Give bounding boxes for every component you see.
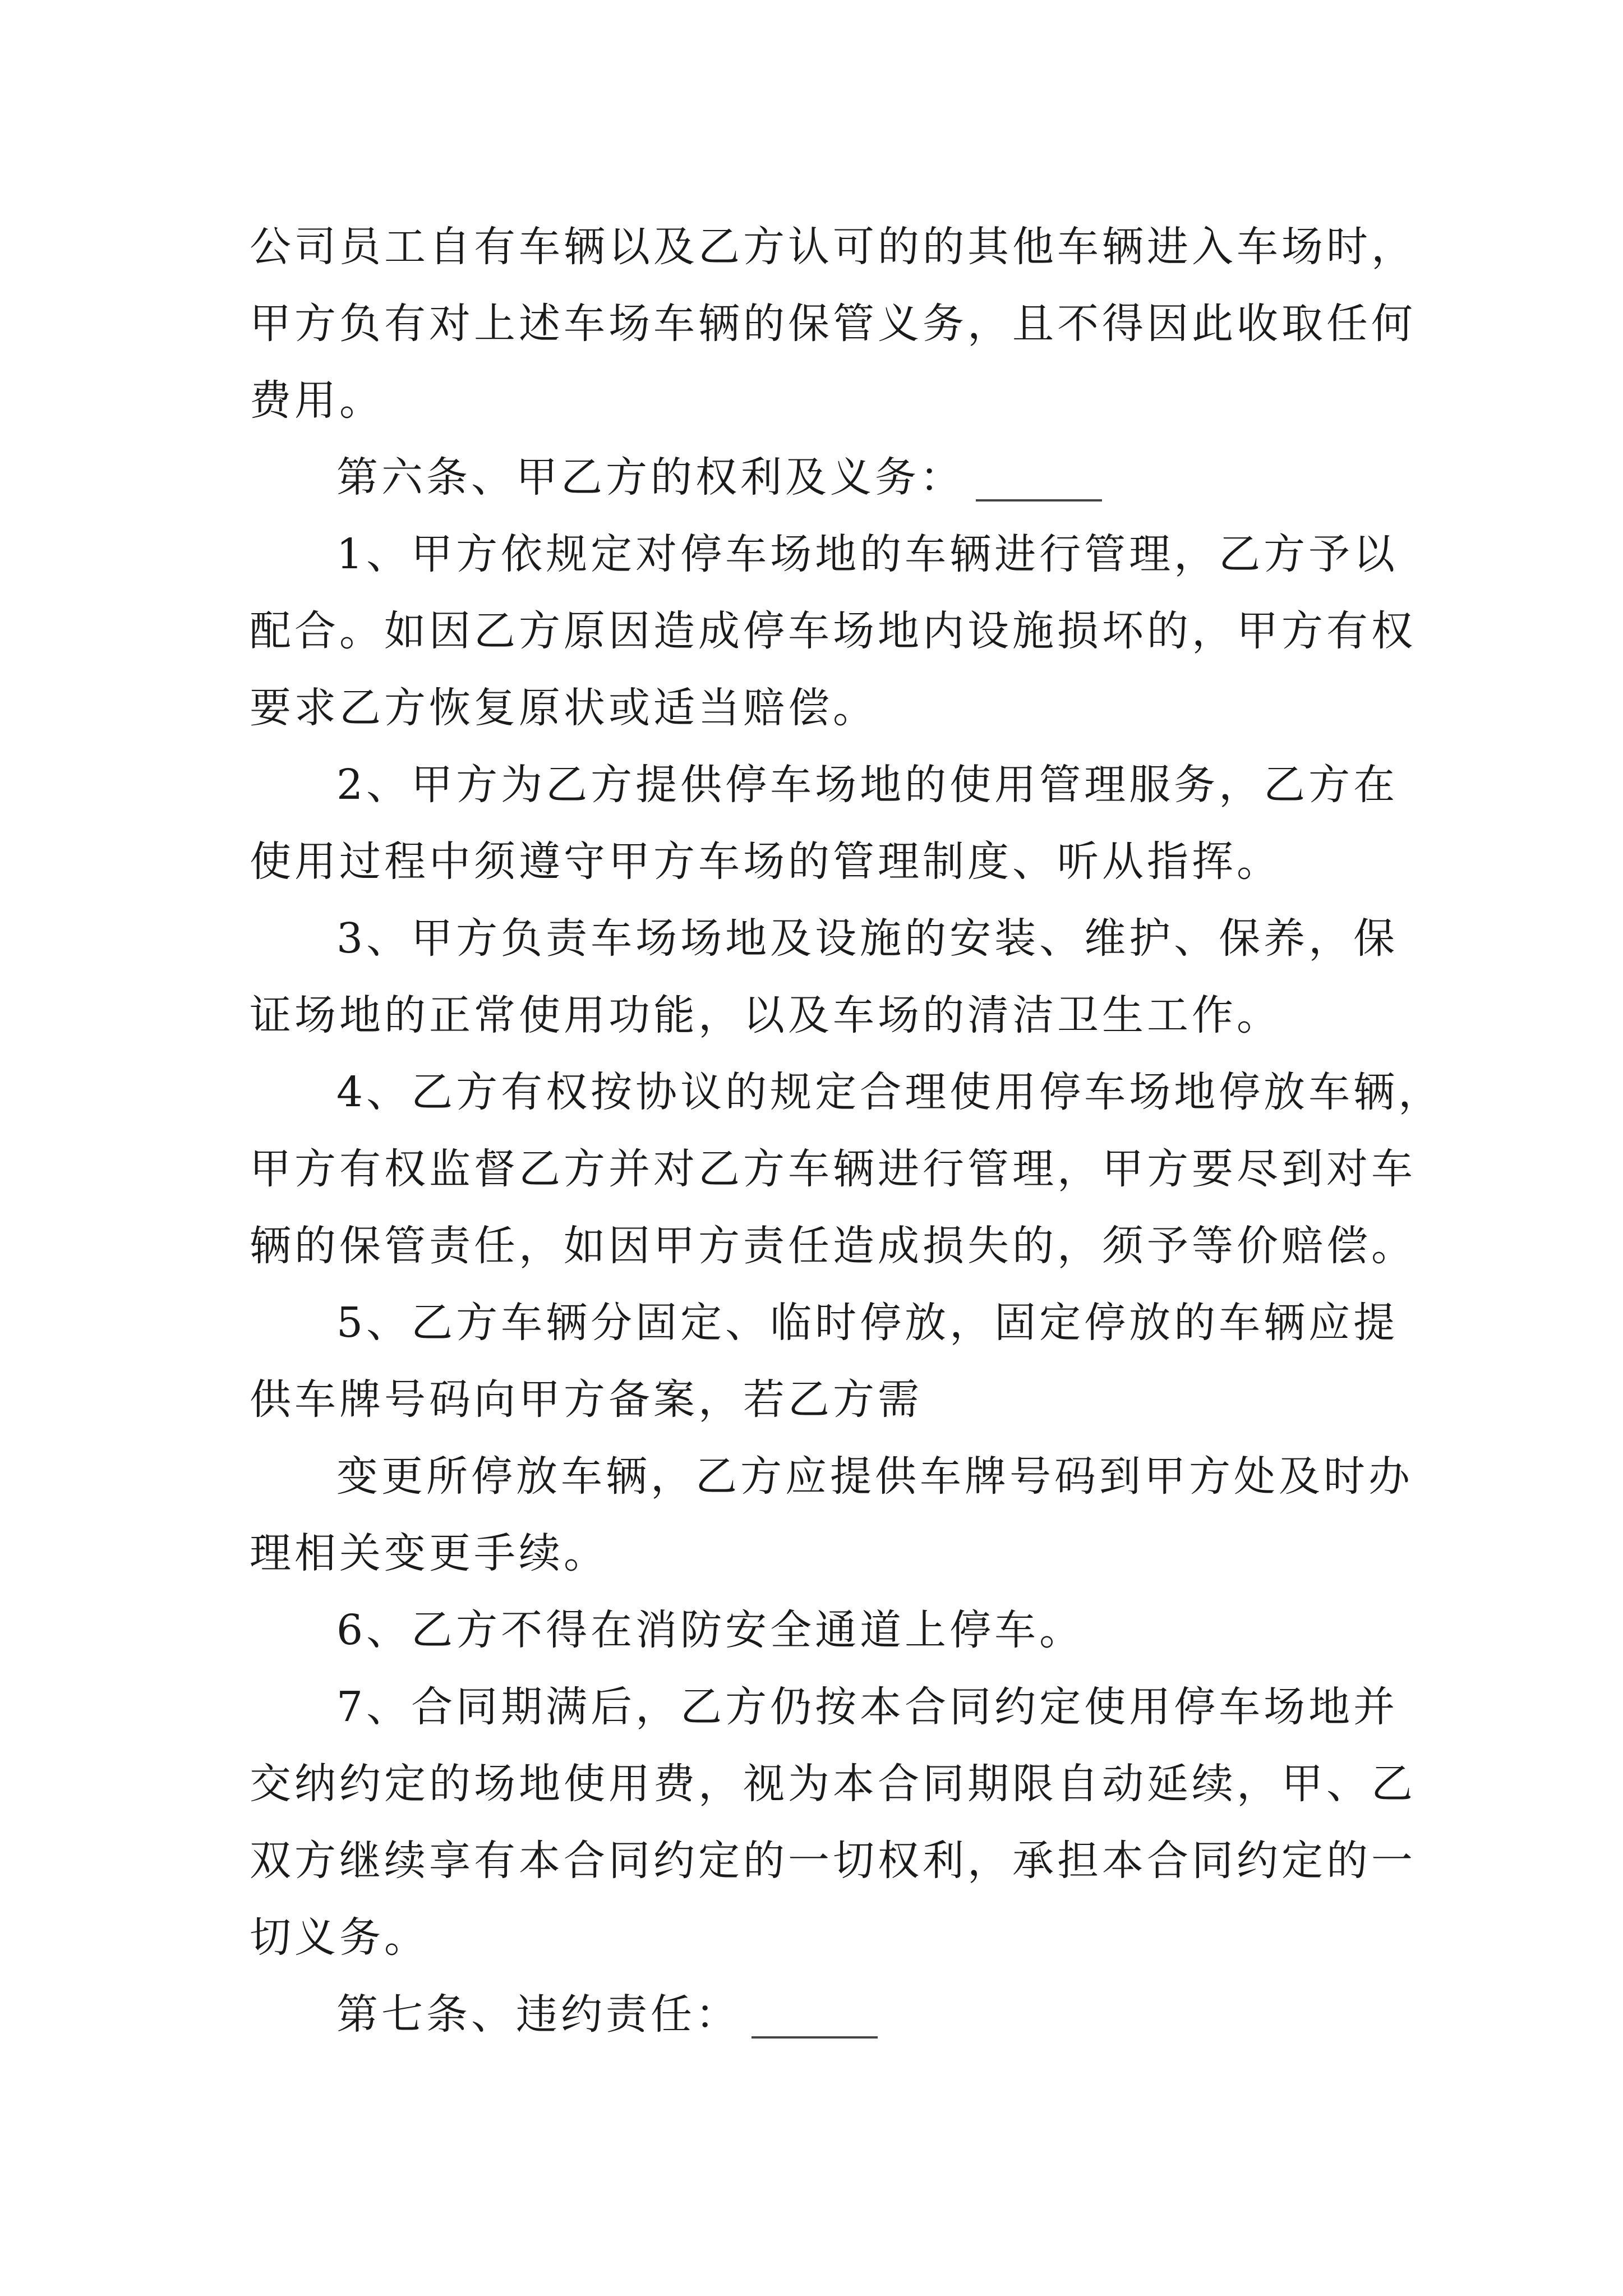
text-line bbox=[250, 1515, 1388, 1592]
text-line-content: 辆的保管责任，如因甲方责任造成损失的，须予等价赔偿。 bbox=[250, 1222, 1416, 1270]
text-line bbox=[250, 1285, 1399, 1361]
text-line-content: 配合。如因乙方原因造成停车场地内设施损坏的，甲方有权 bbox=[250, 607, 1416, 655]
text-line-content: 要求乙方恢复原状或适当赔偿。 bbox=[250, 684, 878, 732]
text-line bbox=[250, 286, 1416, 362]
text-line bbox=[250, 1208, 1416, 1285]
fill-in-blank bbox=[751, 2034, 878, 2039]
text-line bbox=[250, 1669, 1399, 1746]
text-line bbox=[250, 1899, 1388, 1976]
text-line-content: 第七条、违约责任： bbox=[336, 1990, 740, 2039]
text-line-content: 7、合同期满后，乙方仍按本合同约定使用停车场地并 bbox=[336, 1683, 1399, 1731]
text-line bbox=[250, 1438, 1413, 1515]
text-line bbox=[250, 977, 1388, 1054]
text-line-content: 3、甲方负责车场场地及设施的安装、维护、保养，保 bbox=[336, 914, 1399, 963]
text-line-content: 5、乙方车辆分固定、临时停放，固定停放的车辆应提 bbox=[336, 1299, 1399, 1347]
text-line bbox=[250, 516, 1399, 593]
text-line bbox=[250, 823, 1388, 900]
text-line-content: 变更所停放车辆，乙方应提供车牌号码到甲方处及时办 bbox=[336, 1452, 1413, 1501]
text-line bbox=[250, 747, 1399, 823]
text-line bbox=[250, 1746, 1416, 1823]
text-line-content: 理相关变更手续。 bbox=[250, 1529, 608, 1577]
document-body bbox=[250, 209, 1444, 2053]
text-line-content: 供车牌号码向甲方备案，若乙方需 bbox=[250, 1375, 923, 1424]
text-line-content: 证场地的正常使用功能，以及车场的清洁卫生工作。 bbox=[250, 991, 1281, 1039]
text-line bbox=[250, 1054, 1444, 1131]
text-line-content: 公司员工自有车辆以及乙方认可的的其他车辆进入车场时， bbox=[250, 223, 1416, 271]
text-line-content: 交纳约定的场地使用费，视为本合同期限自动延续，甲、乙 bbox=[250, 1760, 1416, 1808]
text-line-content: 2、甲方为乙方提供停车场地的使用管理服务，乙方在 bbox=[336, 761, 1399, 809]
text-line-content: 使用过程中须遵守甲方车场的管理制度、听从指挥。 bbox=[250, 838, 1281, 886]
text-line bbox=[250, 1592, 1388, 1669]
text-line bbox=[250, 1361, 1388, 1438]
text-line bbox=[250, 439, 1388, 516]
text-line bbox=[250, 209, 1416, 286]
text-line-content: 切义务。 bbox=[250, 1913, 429, 1962]
text-line bbox=[250, 362, 1388, 439]
text-line-content: 甲方负有对上述车场车辆的保管义务，且不得因此收取任何 bbox=[250, 300, 1416, 348]
text-line-content: 4、乙方有权按协议的规定合理使用停车场地停放车辆， bbox=[336, 1068, 1444, 1116]
text-line bbox=[250, 670, 1388, 747]
text-line bbox=[250, 900, 1399, 977]
fill-in-blank bbox=[976, 497, 1102, 501]
text-line bbox=[250, 593, 1416, 670]
text-line-content: 甲方有权监督乙方并对乙方车辆进行管理，甲方要尽到对车 bbox=[250, 1145, 1416, 1193]
text-line bbox=[250, 1976, 1388, 2053]
text-line-content: 双方继续享有本合同约定的一切权利，承担本合同约定的一 bbox=[250, 1837, 1416, 1885]
text-line-content: 费用。 bbox=[250, 376, 384, 425]
text-line bbox=[250, 1131, 1416, 1208]
text-line-content: 第六条、甲乙方的权利及义务： bbox=[336, 453, 965, 501]
text-line-content: 6、乙方不得在消防安全通道上停车。 bbox=[336, 1606, 1085, 1654]
text-line-content: 1、甲方依规定对停车场地的车辆进行管理，乙方予以 bbox=[336, 530, 1399, 578]
text-line bbox=[250, 1823, 1416, 1899]
